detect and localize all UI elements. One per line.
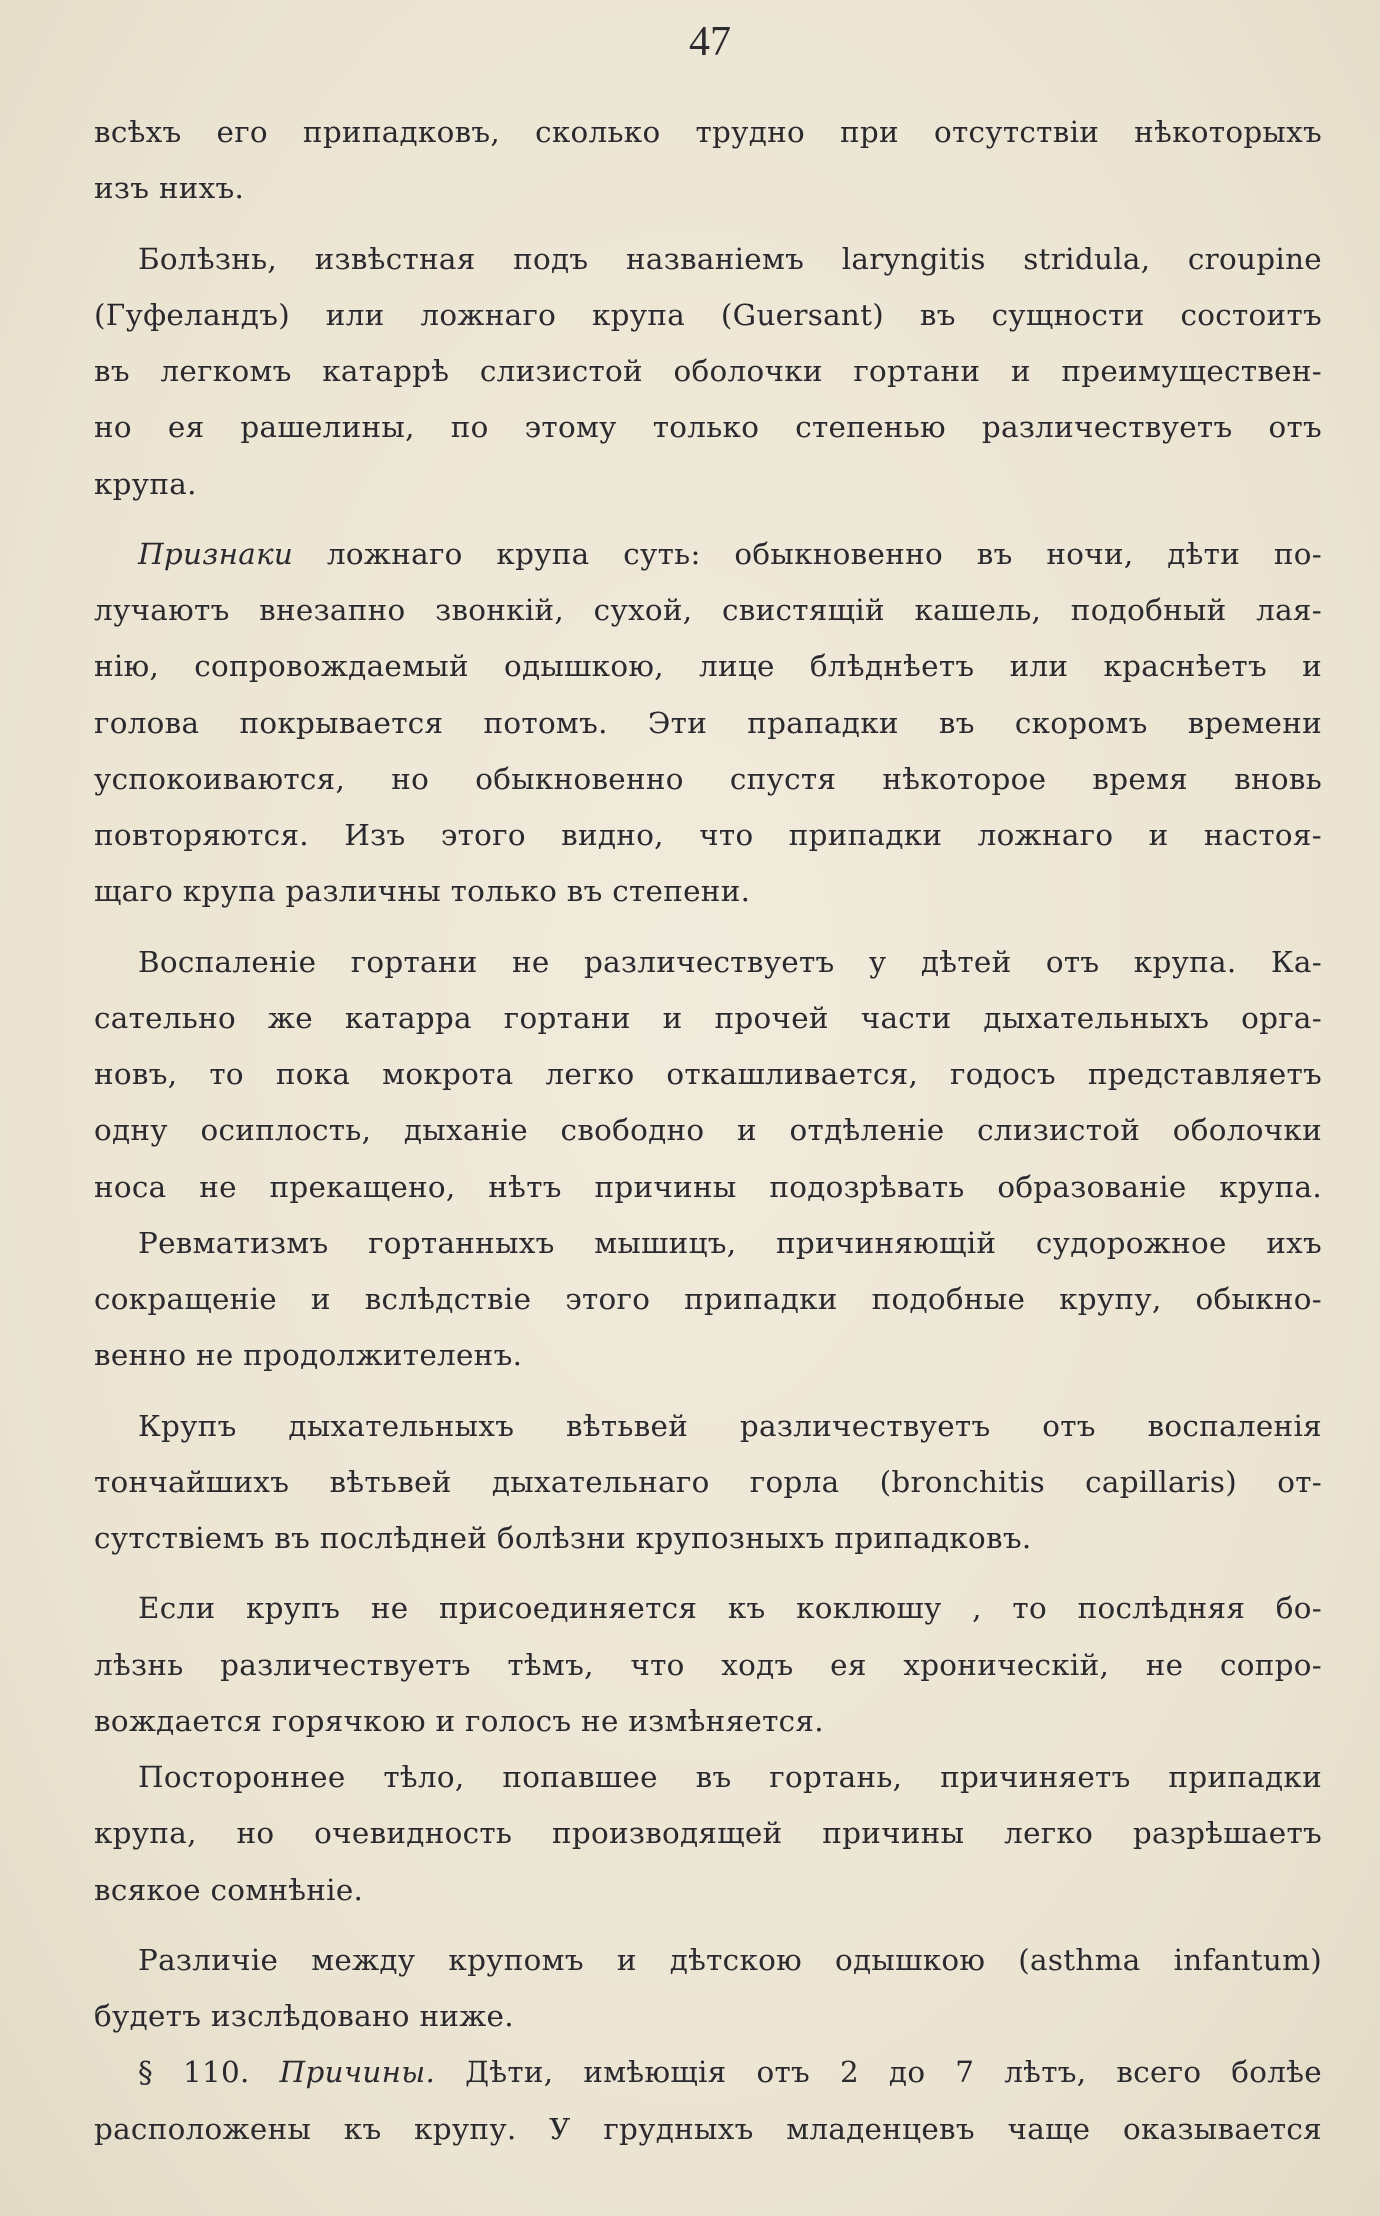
body-text xyxy=(94,104,1322,2157)
text-line: сокращеніе и вслѣдствіе этого припадки подобные крупу, обыкно- xyxy=(94,1282,1322,1316)
section-number: § 110. xyxy=(138,2055,250,2090)
text-span: Дѣти, имѣющія отъ 2 до 7 лѣтъ, всего болѣе xyxy=(435,2055,1322,2090)
text-line: голова покрывается потомъ. Эти прападки въ скоромъ времени xyxy=(94,705,1322,740)
paragraph xyxy=(94,104,1322,217)
text-line: крупа, но очевидность производящей причины легко разрѣшаетъ xyxy=(94,1816,1322,1851)
text-line: успокоиваются, но обыкновенно спустя нѣкоторое время вновь xyxy=(94,761,1322,796)
text-line: изъ нихъ. xyxy=(94,171,245,206)
text-line: крупа. xyxy=(94,466,197,501)
text-line: всѣхъ его припадковъ, сколько трудно при отсутствіи нѣкоторыхъ xyxy=(94,115,1322,149)
text-line: будетъ изслѣдовано ниже. xyxy=(94,1999,514,2033)
paragraph xyxy=(94,2044,1322,2157)
text-line: Крупъ дыхательныхъ вѣтьвей различествуетъ отъ воспаленія xyxy=(138,1408,1322,1443)
text-line: Ревматизмъ гортанныхъ мышицъ, причиняющій судорожное ихъ xyxy=(138,1225,1322,1260)
text-line: одну осиплость, дыханіе свободно и отдѣленіе слизистой оболочки xyxy=(94,1113,1322,1148)
paragraph xyxy=(94,1749,1322,1918)
text-line xyxy=(94,526,1322,582)
text-line: нію, сопровождаемый одышкою, лице блѣднѣетъ или краснѣетъ и xyxy=(94,649,1322,684)
text-line: сательно же катарра гортани и прочей части дыхательныхъ орга- xyxy=(94,1000,1322,1035)
text-line: венно не продолжителенъ. xyxy=(94,1338,523,1373)
text-line: вождается горячкою и голосъ не измѣняется. xyxy=(94,1703,824,1738)
text-line: носа не прекащено, нѣтъ причины подозрѣвать образованіе крупа. xyxy=(94,1169,1322,1204)
text-line: (Гуфеландъ) или ложнаго крупа (Guersant) въ сущности состоитъ xyxy=(94,297,1322,332)
paragraph xyxy=(94,934,1322,1215)
paragraph xyxy=(94,1932,1322,2045)
text-line: щаго крупа различны только въ степени. xyxy=(94,874,751,909)
text-line: но ея рашелины, по этому только степенью различествуетъ отъ xyxy=(94,410,1322,445)
text-line: въ легкомъ катаррѣ слизистой оболочки гортани и преимуществен- xyxy=(94,354,1322,388)
text-line: сутствіемъ въ послѣдней болѣзни крупозныхъ припадковъ. xyxy=(94,1521,1032,1555)
text-line: тончайшихъ вѣтьвей дыхательнаго горла (bronchitis capillaris) от- xyxy=(94,1464,1322,1499)
text-line: лѣзнь различествуетъ тѣмъ, что ходъ ея хроническій, не сопро- xyxy=(94,1647,1322,1682)
page-number: 47 xyxy=(689,19,731,65)
paragraph xyxy=(94,1580,1322,1749)
text-line: новъ, то пока мокрота легко откашливается, годосъ представляетъ xyxy=(94,1057,1322,1091)
italic-lead: Признаки xyxy=(138,536,294,571)
text-line xyxy=(94,2044,1322,2100)
text-line: лучаютъ внезапно звонкій, сухой, свистящій кашель, подобный лая- xyxy=(94,593,1322,627)
text-line: Различіе между крупомъ и дѣтскою одышкою (asthma infantum) xyxy=(138,1942,1322,1977)
text-line: повторяются. Изъ этого видно, что припадки ложнаго и настоя- xyxy=(94,818,1322,852)
paragraph xyxy=(94,1398,1322,1567)
text-line: Болѣзнь, извѣстная подъ названіемъ laryngitis stridula, croupine xyxy=(138,241,1322,276)
text-line: Постороннее тѣло, попавшее въ гортань, причиняетъ припадки xyxy=(138,1760,1322,1794)
italic-lead: Причины. xyxy=(279,2055,436,2090)
paragraph xyxy=(94,526,1322,920)
text-line: Если крупъ не присоединяется къ коклюшу , то послѣдняя бо- xyxy=(138,1591,1322,1626)
text-line: Воспаленіе гортани не различествуетъ у дѣтей отъ крупа. Ка- xyxy=(138,944,1322,979)
paragraph xyxy=(94,1215,1322,1384)
text-line: всякое сомнѣніе. xyxy=(94,1872,364,1907)
text-line: расположены къ крупу. У грудныхъ младенцевъ чаще оказывается xyxy=(94,2111,1322,2146)
text-span: ложнаго крупа суть: обыкновенно въ ночи, дѣти по- xyxy=(293,536,1322,571)
paragraph xyxy=(94,231,1322,512)
